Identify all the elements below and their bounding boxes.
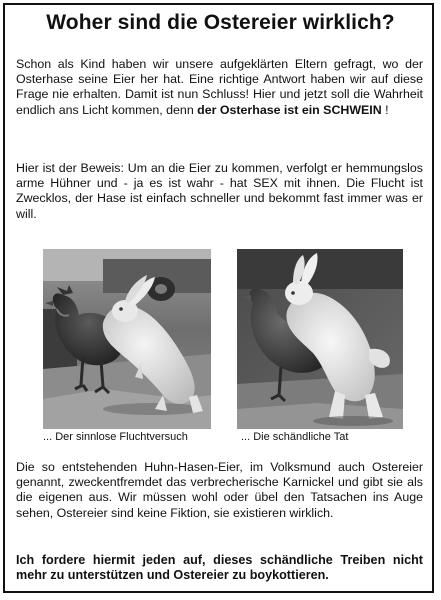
caption-escape-attempt: ... Der sinnlose Fluchtversuch — [43, 431, 188, 443]
caption-shameful-act: ... Die schändliche Tat — [241, 431, 349, 443]
photo-escape-attempt — [43, 249, 211, 429]
intro-text: Schon als Kind haben wir unsere aufgeklärten Eltern gefragt, wo der Osterhase seine Eier her hat. Eine richtige Antwort haben wir auf diese Frage nie erhalten. Damit ist nun Schluss! Hier und jetzt soll die Wahrheit endlich ans Licht kommen, denn — [16, 57, 423, 117]
flyer-title: Woher sind die Ostereier wirklich? — [46, 11, 395, 34]
boycott-call: Ich fordere hiermit jeden auf, dieses schändliche Treiben nicht mehr zu unterstützen und Ostereier zu boykottieren. — [16, 553, 423, 583]
evidence-paragraph: Hier ist der Beweis: Um an die Eier zu kommen, verfolgt er hemmungslos arme Hühner und - ja es ist wahr - hat SEX mit ihnen. Die Flucht ist Zwecklos, der Hase ist einfach schneller und bekommt fast immer was er will. — [16, 161, 423, 221]
act-photo-image — [237, 249, 403, 429]
intro-emphasis: der Osterhase ist ein SCHWEIN — [197, 102, 382, 117]
photo-shameful-act — [237, 249, 403, 429]
escape-photo-image — [43, 249, 211, 429]
explanation-paragraph: Die so entstehenden Huhn-Hasen-Eier, im Volksmund auch Ostereier genannt, zweckentfremdet das verbrecherische Karnickel und gibt sie als die eigenen aus. Wir müssen wohl oder übel den Tatsachen ins Auge sehen, Ostereier sind keine Fiktion, sie existieren wirklich. — [16, 460, 423, 520]
intro-tail: ! — [381, 102, 389, 117]
flyer-frame — [3, 3, 434, 593]
intro-paragraph — [16, 57, 423, 118]
